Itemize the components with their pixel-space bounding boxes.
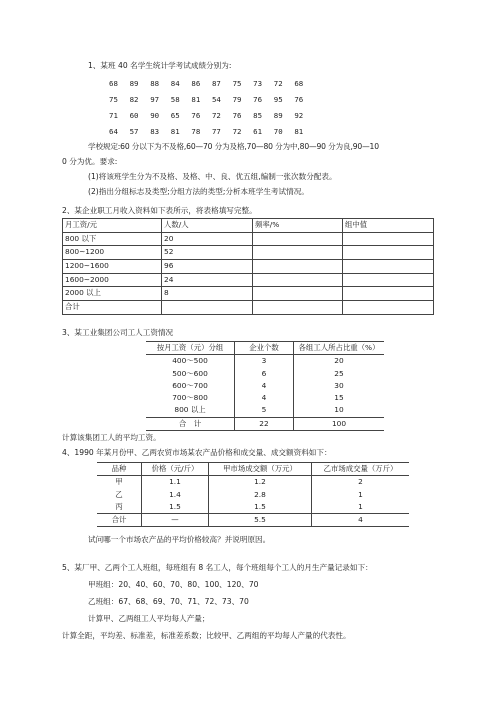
table-row [63,232,434,246]
table-cell [343,260,434,274]
table-cell: 5.5 [209,514,312,527]
table-cell [343,232,434,246]
table-row [97,489,409,501]
table-row [146,404,384,417]
q1-requirement-2: (2)指出分组标志及类型;分组方法的类型;分析本班学生考试情况。 [88,187,309,196]
table-cell: 合计 [97,514,142,527]
q5-group-b: 乙班组：67、68、69、70、71、72、73、70 [88,597,249,606]
score-row-4 [109,127,315,136]
table-cell [343,287,434,301]
table-row [146,355,384,368]
score-cell: 64 [109,127,118,136]
salary-table [62,218,434,315]
table-cell: 1 [312,489,410,501]
table-cell: 8 [162,287,253,301]
table-cell: 丙 [115,501,123,511]
table-cell: 100 [294,417,385,430]
table-cell: 合计 [63,301,162,315]
score-row-2 [109,95,315,104]
q5-task-2: 计算全距，平均差、标准差，标准差系数；比较甲、乙两组的平均每人产量的代表性。 [62,631,351,640]
score-cell: 75 [232,79,242,88]
score-cell: 89 [129,79,139,88]
score-row-3 [109,111,315,120]
table-cell: 1.5 [209,501,312,514]
score-cell: 78 [191,127,201,136]
score-cell: 88 [150,79,160,88]
table-cell: 1.5 [142,501,209,514]
table-cell [253,232,343,246]
table-cell [343,273,434,287]
table-cell: 24 [162,273,253,287]
score-cell: 72 [273,79,283,88]
table-cell: 600～700 [172,380,208,390]
q1-requirement-1: (1)将该班学生分为不及格、及格、中、良、优五组,编制一张次数分配表。 [88,172,337,181]
table-cell: 乙 [115,489,123,499]
table-cell: 96 [162,260,253,274]
q3-question: 计算该集团工人的平均工资。 [62,433,161,442]
q4-question: 试问哪一个市场农产品的平均价格较高？并说明原因。 [88,535,271,544]
score-cell: 60 [129,111,139,120]
table-row [63,273,434,287]
score-cell: 95 [273,95,283,104]
table-row [97,501,409,514]
table-cell: 1600~2000 [63,273,162,287]
score-cell: 75 [109,95,118,104]
q3-title: 3、某工业集团公司工人工资情况 [62,328,174,337]
score-cell: 92 [294,111,304,120]
q5-task-1: 计算甲、乙两组工人平均每人产量； [88,614,210,623]
wage-group-table [146,341,384,431]
score-cell: 76 [253,95,263,104]
header-cell: 月工资/元 [63,219,162,233]
table-cell: 30 [294,380,385,392]
score-cell: 68 [109,79,118,88]
table-cell [162,301,253,315]
table-row [63,301,434,315]
score-cell: 89 [273,111,283,120]
table-cell: 20 [162,232,253,246]
score-cell: 87 [211,79,221,88]
score-cell: 68 [294,79,304,88]
table-cell: 10 [294,404,385,417]
score-cell: 79 [232,95,242,104]
table-row [146,392,384,404]
table-header-row [146,342,384,355]
table-row [146,368,384,380]
score-cell: 61 [253,127,263,136]
table-cell: 4 [235,392,294,404]
score-cell: 81 [191,95,201,104]
table-cell [253,301,343,315]
table-cell: 4 [312,514,410,527]
table-cell [253,260,343,274]
table-cell [253,273,343,287]
header-cell: 按月工资（元）分组 [146,342,235,355]
table-cell: 500～600 [172,368,208,378]
table-cell: 15 [294,392,385,404]
table-cell: 800~1200 [63,246,162,260]
q4-title: 4、1990 年某月份甲、乙两农贸市场某农产品价格和成交量、成交额资料如下： [62,448,332,457]
score-cell: 76 [191,111,201,120]
table-cell: 2.8 [209,489,312,501]
score-cell: 90 [150,111,160,120]
table-row [63,287,434,301]
table-cell: 3 [235,355,294,368]
table-cell [343,301,434,315]
score-cell: 57 [129,127,139,136]
q5-group-a: 甲班组：20、40、60、70、80、100、120、70 [88,580,259,589]
table-cell: 1.4 [142,489,209,501]
score-cell: 77 [211,127,221,136]
table-row [97,476,409,489]
score-cell: 54 [211,95,221,104]
table-cell: 800 以下 [63,232,162,246]
score-cell: 76 [294,95,304,104]
score-cell: 84 [170,79,180,88]
table-cell: 2000 以上 [63,287,162,301]
score-cell: 86 [191,79,201,88]
table-cell: — [142,514,209,527]
table-cell: 1200~1600 [63,260,162,274]
score-cell: 70 [273,127,283,136]
q2-title: 2、某企业职工月收入资料如下表所示，将表格填写完整。 [62,206,257,215]
q1-rule-line1: 学校规定:60 分以下为不及格,60—70 分为及格,70—80 分为中,80—90 分为良,90—10 [88,142,379,151]
table-row [146,380,384,392]
score-cell: 58 [170,95,180,104]
table-cell [343,246,434,260]
market-table [97,462,409,527]
score-cell: 72 [211,111,221,120]
score-cell: 85 [253,111,263,120]
table-cell [253,246,343,260]
header-cell: 价格（元/斤） [142,463,209,476]
q1-rule-line2: 0 分为优。要求: [62,157,118,166]
table-cell: 1.2 [209,476,312,489]
table-cell: 2 [312,476,410,489]
score-row-1 [109,79,315,88]
table-cell: 甲 [115,477,123,487]
score-cell: 73 [253,79,263,88]
table-cell: 1.1 [142,476,209,489]
score-cell: 81 [170,127,180,136]
table-cell: 52 [162,246,253,260]
table-cell [253,287,343,301]
score-cell: 83 [150,127,160,136]
table-cell: 1 [312,501,410,514]
table-cell: 4 [235,380,294,392]
score-cell: 71 [109,111,118,120]
table-cell: 25 [294,368,385,380]
table-cell: 合 计 [146,417,235,430]
score-cell: 97 [150,95,160,104]
q5-title: 5、某厂甲、乙两个工人班组，每班组有 8 名工人，每个班组每个工人的月生产量记录如下： [62,563,373,572]
score-cell: 65 [170,111,180,120]
table-cell: 6 [235,368,294,380]
table-row [63,260,434,274]
table-row [63,246,434,260]
score-cell: 72 [232,127,242,136]
table-cell: 5 [235,404,294,417]
table-cell: 800 以上 [174,405,206,415]
table-cell: 700～800 [172,393,208,403]
header-cell: 企业个数 [235,342,294,355]
table-header-row [63,219,434,233]
table-cell: 20 [294,355,385,368]
header-cell: 频率/% [253,219,343,233]
header-cell: 各组工人所占比重（%） [294,342,385,355]
header-cell: 人数/人 [162,219,253,233]
score-cell: 76 [232,111,242,120]
table-cell: 22 [235,417,294,430]
header-cell: 品种 [97,463,142,476]
header-cell: 组中值 [343,219,434,233]
q1-title: 1、某班 40 名学生统计学考试成绩分别为: [88,61,232,70]
score-cell: 81 [294,127,304,136]
score-cell: 82 [129,95,139,104]
table-total-row [146,417,384,430]
table-total-row [97,514,409,527]
table-header-row [97,463,409,476]
header-cell: 乙市场成交量（万斤） [312,463,410,476]
header-cell: 甲市场成交额（万元） [209,463,312,476]
table-cell: 400～500 [172,356,208,366]
